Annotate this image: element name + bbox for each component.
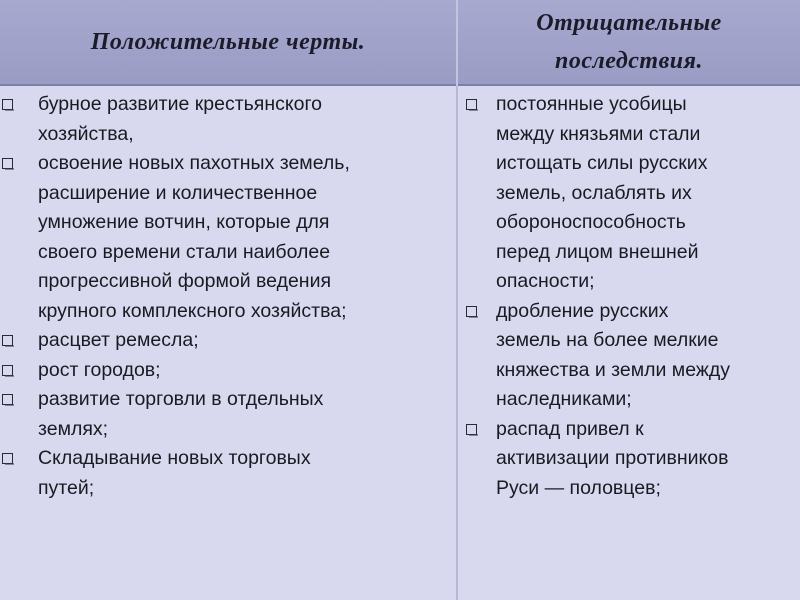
negative-item-line: истощать силы русских: [496, 152, 708, 174]
header-negative-title-line2: последствия.: [554, 48, 703, 74]
negative-list-item: [460, 297, 796, 415]
positive-item-line: расширение и количественное: [38, 181, 318, 204]
positive-item-line: умножение вотчин, которые для: [38, 211, 330, 233]
negative-item-line: обороноспособность: [496, 211, 686, 233]
checkbox-bullet-icon: [2, 335, 13, 346]
negative-item-line: между князьями стали: [496, 122, 701, 145]
header-column-divider: [456, 0, 458, 86]
positive-list-item: [0, 385, 452, 444]
negative-list: [460, 90, 796, 503]
checkbox-bullet-icon: [2, 365, 13, 376]
positive-list-item: [0, 149, 452, 326]
checkbox-bullet-icon: [466, 306, 477, 317]
header-positive-title: Положительные черты.: [90, 29, 366, 55]
checkbox-bullet-icon: [2, 158, 13, 169]
positive-item-line: землях;: [38, 417, 109, 440]
negative-item-line: Руси — половцев;: [496, 476, 661, 499]
positive-item-line: освоение новых пахотных земель,: [38, 152, 350, 174]
negative-item-line: наследниками;: [496, 388, 632, 410]
positive-list-item: [0, 90, 452, 149]
table-header: [0, 0, 800, 86]
positive-item-line: хозяйства,: [38, 122, 134, 145]
positive-list-item: [0, 326, 452, 356]
positive-item-line: своего времени стали наиболее: [38, 240, 331, 263]
negative-item-line: постоянные усобицы: [496, 93, 687, 115]
positive-list: [0, 90, 452, 503]
positive-item-line: путей;: [38, 476, 95, 499]
header-positive-traits: [0, 0, 456, 84]
negative-list-item: [460, 90, 796, 297]
checkbox-bullet-icon: [466, 99, 477, 110]
negative-item-line: опасности;: [496, 270, 595, 292]
positive-list-item: [0, 444, 452, 503]
positive-item-line: расцвет ремесла;: [38, 329, 199, 351]
header-negative-title: [536, 4, 722, 80]
negative-column: [460, 90, 796, 503]
negative-item-line: активизации противников: [496, 447, 729, 469]
negative-item-line: земель, ослаблять их: [496, 181, 692, 204]
positive-item-line: прогрессивной формой ведения: [38, 270, 332, 292]
checkbox-bullet-icon: [466, 424, 477, 435]
positive-item-line: бурное развитие крестьянского: [38, 93, 323, 115]
negative-item-line: княжества и земли между: [496, 358, 731, 381]
header-negative-title-line1: Отрицательные: [536, 10, 722, 36]
header-negative-consequences: [458, 0, 800, 84]
positive-item-line: развитие торговли в отдельных: [38, 388, 324, 410]
checkbox-bullet-icon: [2, 99, 13, 110]
negative-list-item: [460, 415, 796, 504]
negative-item-line: дробление русских: [496, 299, 669, 322]
table-body: [0, 86, 800, 600]
positive-item-line: Складывание новых торговых: [38, 447, 311, 469]
negative-item-line: перед лицом внешней: [496, 240, 699, 263]
positive-list-item: [0, 356, 452, 386]
checkbox-bullet-icon: [2, 394, 13, 405]
positive-item-line: рост городов;: [38, 358, 161, 381]
positive-item-line: крупного комплексного хозяйства;: [38, 299, 347, 322]
negative-item-line: распад привел к: [496, 417, 644, 440]
checkbox-bullet-icon: [2, 453, 13, 464]
column-divider: [456, 0, 458, 600]
negative-item-line: земель на более мелкие: [496, 329, 719, 351]
positive-column: [0, 90, 452, 503]
